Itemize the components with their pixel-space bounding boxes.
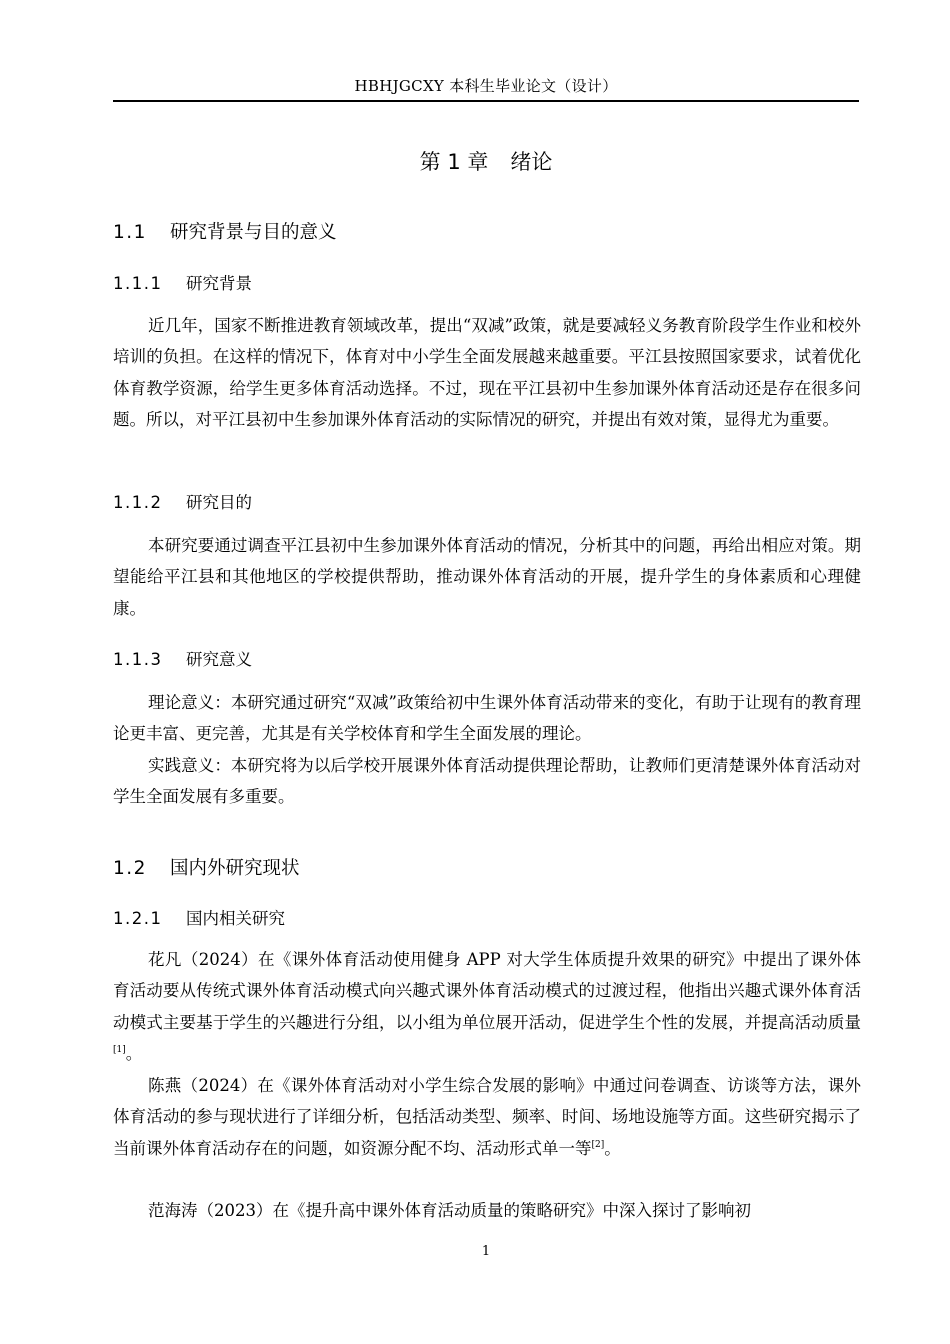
- citation-ref: [1]: [113, 1045, 126, 1056]
- section-number: 1.1.3: [113, 650, 163, 669]
- section-title: 研究背景与目的意义: [170, 222, 337, 243]
- paragraph-purpose: 本研究要通过调查平江县初中生参加课外体育活动的情况，分析其中的问题，再给出相应对策。期望能给平江县和其他地区的学校提供帮助，推动课外体育活动的开展，提升学生的身体素质和心理健康。: [113, 536, 861, 618]
- chapter-name: 绪论: [510, 150, 553, 174]
- paragraph-huafan: [113, 944, 861, 1070]
- section-heading-1-1-2: [113, 491, 252, 515]
- section-title: 国内外研究现状: [170, 858, 300, 879]
- paragraph-fanhaitao: 范海涛（2023）在《提升高中课外体育活动质量的策略研究》中深入探讨了影响初: [148, 1201, 751, 1220]
- section-number: 1.1.1: [113, 274, 163, 293]
- section-number: 1.2: [113, 858, 147, 879]
- page-number: 1: [481, 1244, 491, 1259]
- section-heading-1-2-1: [113, 907, 285, 931]
- section-number: 1.1: [113, 222, 147, 243]
- section-number: 1.1.2: [113, 493, 163, 512]
- paragraph-text: 陈燕（2024）在《课外体育活动对小学生综合发展的影响》中通过问卷调查、访谈等方法，课外体育活动的参与现状进行了详细分析，包括活动类型、频率、时间、场地设施等方面。这些研究揭示了当前课外体育活动存在的问题，如资源分配不均、活动形式单一等: [113, 1076, 861, 1158]
- paragraph-practice-significance: 实践意义：本研究将为以后学校开展课外体育活动提供理论帮助，让教师们更清楚课外体育活动对学生全面发展有多重要。: [113, 756, 861, 807]
- paragraph-end: 。: [125, 1044, 143, 1064]
- running-header: HBHJGCXY 本科生毕业论文（设计）: [354, 77, 618, 95]
- citation-ref: [2]: [591, 1139, 605, 1150]
- section-heading-1-1-3: [113, 648, 252, 672]
- section-title: 研究意义: [186, 650, 252, 669]
- section-heading-1-1-1: [113, 272, 252, 296]
- paragraph-chenyan: [113, 1070, 861, 1164]
- section-title: 研究背景: [186, 274, 252, 293]
- section-title: 国内相关研究: [186, 909, 285, 928]
- paragraph-text: 花凡（2024）在《课外体育活动使用健身 APP 对大学生体质提升效果的研究》中提出了课外体育活动要从传统式课外体育活动模式向兴趣式课外体育活动模式的过渡过程，他指出兴趣式课外体育活动模式主要基于学生的兴趣进行分组，以小组为单位展开活动，促进学生个性的发展，并提高活动质量: [113, 950, 861, 1032]
- section-title: 研究目的: [186, 493, 252, 512]
- paragraph-end: 。: [604, 1138, 621, 1158]
- section-number: 1.2.1: [113, 909, 163, 928]
- header-rule: [113, 100, 859, 102]
- paragraph-background: 近几年，国家不断推进教育领域改革，提出“双减”政策，就是要减轻义务教育阶段学生作业和校外培训的负担。在这样的情况下，体育对中小学生全面发展越来越重要。平江县按照国家要求，试着优化体育教学资源，给学生更多体育活动选择。不过，现在平江县初中生参加课外体育活动还是存在很多问题。所以，对平江县初中生参加课外体育活动的实际情况的研究，并提出有效对策，显得尤为重要。: [113, 316, 861, 430]
- paragraph-theory-significance: 理论意义：本研究通过研究“双减”政策给初中生课外体育活动带来的变化，有助于让现有的教育理论更丰富、更完善，尤其是有关学校体育和学生全面发展的理论。: [113, 693, 861, 744]
- chapter-number: 第 1 章: [419, 150, 489, 174]
- section-heading-1-2: [113, 856, 300, 882]
- section-heading-1-1: [113, 220, 337, 246]
- chapter-title: [113, 147, 859, 177]
